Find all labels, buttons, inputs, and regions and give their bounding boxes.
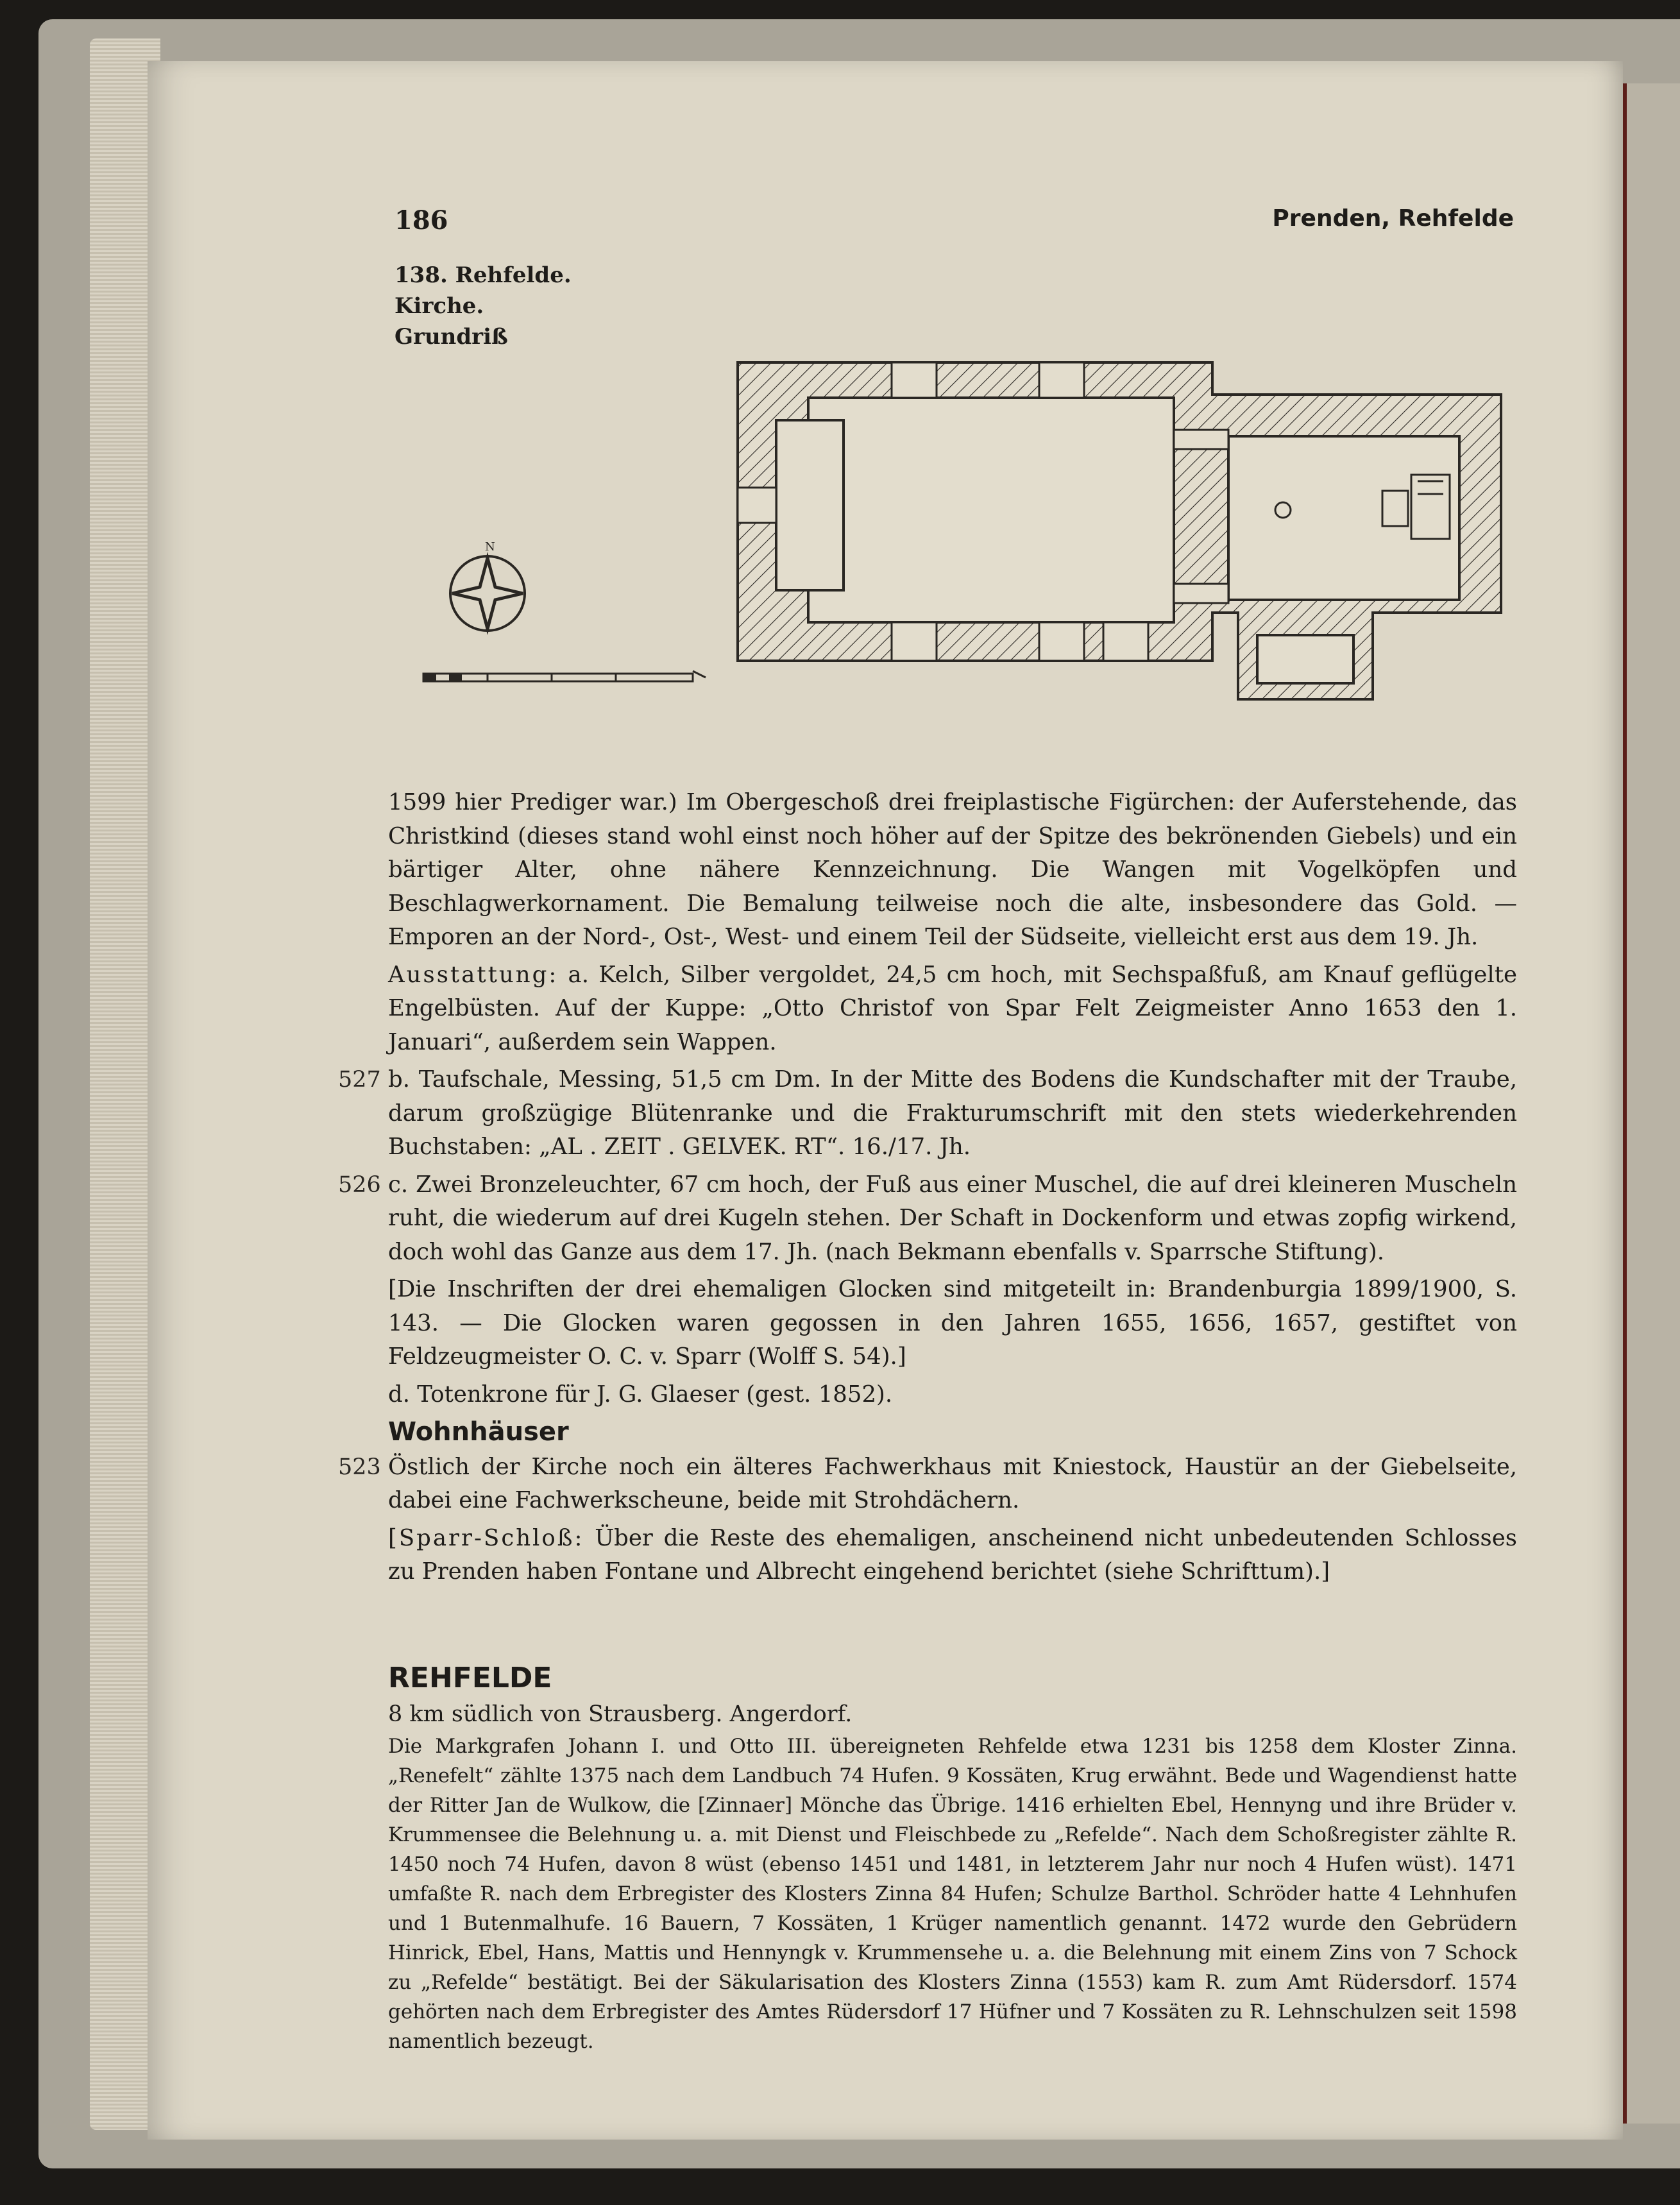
page-number: 186 [395,205,448,235]
page-content [244,96,1527,2085]
paragraph-fachwerkhaus [338,1451,1517,1518]
rehfelde-subtitle: 8 km südlich von Strausberg. Angerdorf. [388,1701,853,1727]
paragraph-text: b. Taufschale, Messing, 51,5 cm Dm. In der Mitte des Bodens die Kundschafter mit der Traube, darum großzügige Blütenranke und die Frakturumschrift mit den stets wiederkehrenden Buchstaben: „AL . ZEIT . GELVEK. RT“. 16./17. Jh. [388,1066,1517,1160]
paragraph-totenkrone [388,1378,1517,1412]
paragraph-prediger [388,786,1517,955]
figure-caption-subtitle: Grundriß [395,324,508,350]
next-page-edge [1623,83,1680,2124]
paragraph-glocken [388,1273,1517,1374]
running-head [395,205,1514,237]
paragraph-sparr-schloss [388,1522,1517,1589]
rehfelde-section [388,1662,1517,2056]
margin-number: 526 [338,1171,381,1198]
figure-caption-title: 138. Rehfelde. Kirche. [395,262,572,319]
paragraph-ausstattung [388,958,1517,1060]
paragraph-text: Über die Reste des ehemaligen, anscheinend nicht unbedeutenden Schlosses zu Prenden haben Fontane und Albrecht eingehend berichtet (siehe Schrifttum).] [388,1524,1517,1585]
paragraph-text: d. Totenkrone für J. G. Glaeser (gest. 1852). [388,1381,893,1408]
church-floor-plan [391,263,1520,757]
paragraph-text: c. Zwei Bronzeleuchter, 67 cm hoch, der Fuß aus einer Muschel, die auf drei kleineren Muscheln ruht, die wiederum auf drei Kugeln stehen. Der Schaft in Dockenform und etwas zopfig wirkend, doch wohl das Ganze aus dem 17. Jh. (nach Bekmann ebenfalls v. Sparrsche Stiftung). [388,1171,1517,1265]
paragraph-taufschale [338,1063,1517,1164]
paragraph-bronzeleuchter [338,1168,1517,1270]
main-text [338,786,1517,1593]
running-head-title: Prenden, Rehfelde [1272,205,1514,232]
margin-number: 527 [338,1067,381,1093]
rehfelde-history-text: Die Markgrafen Johann I. und Otto III. übereigneten Rehfelde etwa 1231 bis 1258 dem Kloster Zinna. „Renefelt“ zählte 1375 nach dem Landbuch 74 Hufen. 9 Kossäten, Krug erwähnt. Bede und Wagendienst hatte der Ritter Jan de Wulkow, die [Zinnaer] Mönche das Übrige. 1416 erhielten Ebel, Hennyng und ihre Brüder v. Krummensee die Belehnung u. a. mit Dienst und Fleischbede zu „Refelde“. Nach dem Schoßregister zählte R. 1450 noch 74 Hufen, davon 8 wüst (ebenso 1451 und 1481, in letzterem Jahr nur noch 4 Hufen wüst). 1471 umfaßte R. nach dem Erbregister des Klosters Zinna 84 Hufen; Schulze Barthol. Schröder hatte 4 Lehnhufen und 1 Butenmalhufe. 16 Bauern, 7 Kossäten, 1 Krüger namentlich genannt. 1472 wurde den Gebrüdern Hinrick, Ebel, Hans, Mattis und Hennyngk v. Krummensehe u. a. die Belehnung mit einem Zins von 7 Schock zu „Refelde“ bestätigt. Bei der Säkularisation des Klosters Zinna (1553) kam R. zum Amt Rüdersdorf. 1574 gehörten nach dem Erbregister des Amtes Rüdersdorf 17 Hüfner und 7 Kossäten zu R. Lehnschulzen seit 1598 namentlich bezeugt. [388,1735,1517,2053]
paragraph-text: Östlich der Kirche noch ein älteres Fachwerkhaus mit Kniestock, Haustür an der Giebelseite, dabei eine Fachwerkscheune, beide mit Strohdächern. [388,1453,1517,1513]
compass-rose-icon [450,540,525,631]
compass-letter: N [485,540,495,554]
paragraph-lead: [Sparr-Schloß: [388,1524,584,1551]
paragraph-text: a. Kelch, Silber vergoldet, 24,5 cm hoch, mit Sechspaßfuß, am Knauf geflügelte Engelbüsten. Auf der Kuppe: „Otto Christof von Spar Felt Zeigmeister Anno 1653 den 1. Januari“, außerdem sein Wappen. [388,961,1517,1055]
paragraph-text: [Die Inschriften der drei ehemaligen Glocken sind mitgeteilt in: Brandenburgia 1899/1900, S. 143. — Die Glocken waren gegossen in den Jahren 1655, 1656, 1657, gestiftet von Feldzeugmeister O. C. v. Sparr (Wolff S. 54).] [388,1276,1517,1370]
scale-bar [423,671,706,681]
margin-number: 523 [338,1454,381,1480]
section-heading-wohnhaeuser: Wohnhäuser [388,1417,569,1447]
paragraph-lead: Ausstattung: [388,961,559,988]
paragraph-text: 1599 hier Prediger war.) Im Obergeschoß drei freiplastische Figürchen: der Auferstehende, das Christkind (dieses stand wohl einst noch höher auf der Spitze des bekrönenden Giebels) und ein bärtiger Alter, ohne nähere Kennzeichnung. Die Wangen mit Vogelköpfen und Beschlagwerkornament. Die Bemalung teilweise noch die alte, insbesondere das Gold. — Emporen an der Nord-, Ost-, West- und einem Teil der Südseite, vielleicht erst aus dem 19. Jh. [388,789,1517,950]
section-title-rehfelde: REHFELDE [388,1662,552,1694]
